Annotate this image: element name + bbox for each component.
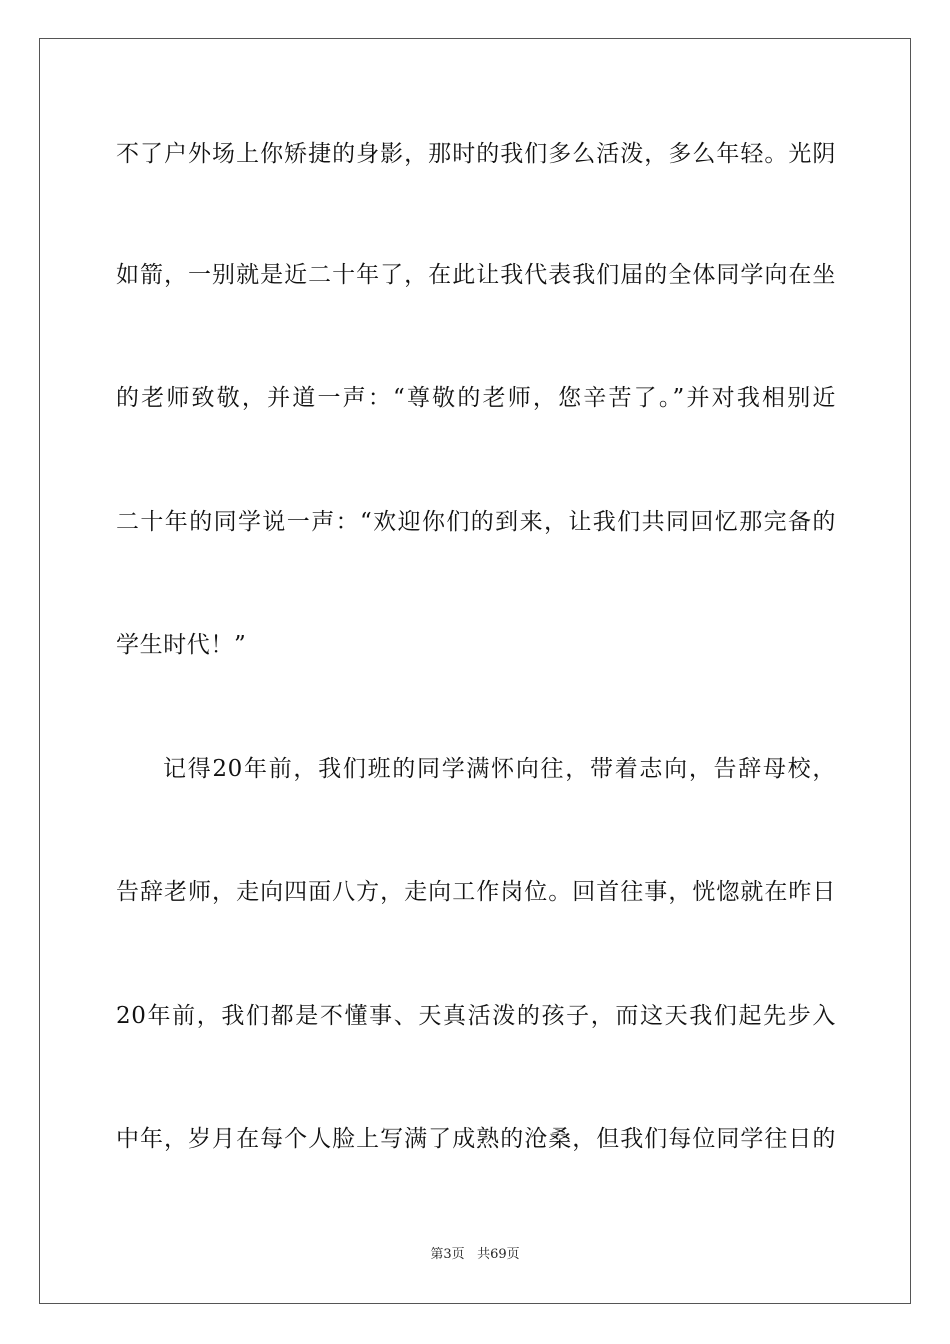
page-footer: [0, 1246, 950, 1264]
text-line-7: 告辞老师，走向四面八方，走向工作岗位。回首往事，恍惚就在昨日: [116, 879, 836, 905]
text-line-8: 20年前，我们都是不懂事、天真活泼的孩子，而这天我们起先步入: [116, 1003, 836, 1029]
page-border: [39, 38, 911, 1304]
text-line-1: 不了户外场上你矫捷的身影，那时的我们多么活泼，多么年轻。光阴: [116, 141, 836, 167]
page-number: 第3页: [430, 1247, 465, 1262]
text-line-5: 学生时代！”: [116, 632, 247, 658]
total-pages: 共69页: [477, 1247, 520, 1262]
text-line-9: 中年，岁月在每个人脸上写满了成熟的沧桑，但我们每位同学往日的: [116, 1126, 836, 1152]
text-line-2: 如箭，一别就是近二十年了，在此让我代表我们届的全体同学向在坐: [116, 262, 836, 288]
text-line-4: 二十年的同学说一声：“欢迎你们的到来，让我们共同回忆那完备的: [116, 509, 836, 535]
text-line-6: 记得20年前，我们班的同学满怀向往，带着志向，告辞母校，: [163, 756, 836, 782]
text-line-3: 的老师致敬，并道一声：“尊敬的老师，您辛苦了。”并对我相别近: [116, 385, 836, 411]
